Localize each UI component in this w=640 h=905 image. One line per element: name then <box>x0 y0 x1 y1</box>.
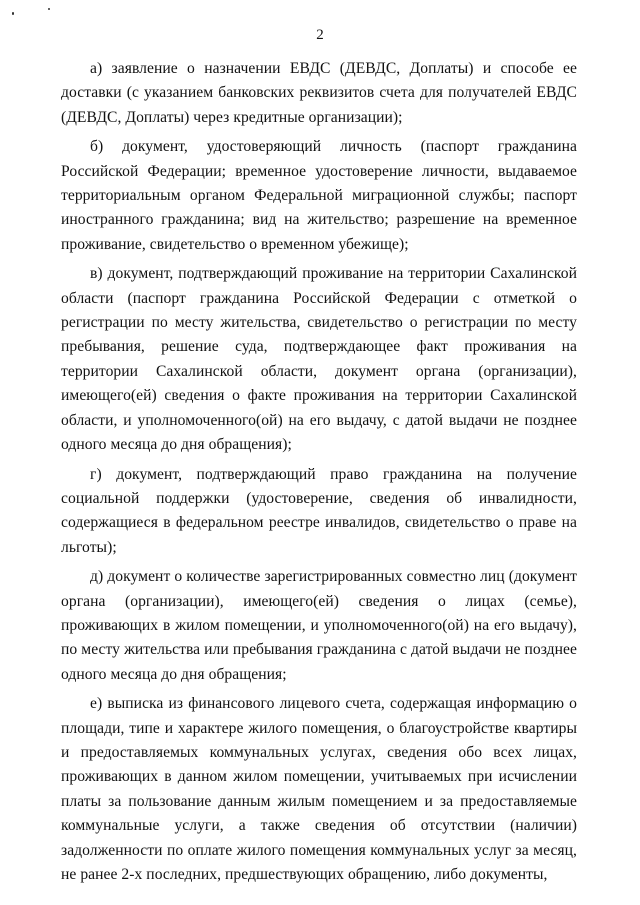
scan-speck <box>12 12 14 15</box>
paragraph-a: а) заявление о назначении ЕВДС (ДЕВДС, Доплаты) и способе ее доставки (с указанием банковских реквизитов счета для получателей ЕВДС (ДЕВДС, Доплаты) через кредитные организации); <box>61 60 577 126</box>
paragraph-e: е) выписка из финансового лицевого счета, содержащая информацию о площади, типе и характере жилого помещения, о благоустройстве квартиры и предоставляемых коммунальных услугах, сведения обо всех лицах, проживающих в данном жилом помещении, учитываемых при исчислении платы за пользование данным жилым помещением и за предоставляемые коммунальные услуги, а также сведения об отсутствии (наличии) задолженности по оплате жилого помещения коммунальных услуг за месяц, не ранее 2-х последних, предшествующих обращению, либо документы, <box>61 695 577 883</box>
paragraph-d: д) документ о количестве зарегистрированных совместно лиц (документ органа (организации), имеющего(ей) сведения о лицах (семье), проживающих в жилом помещении, и уполномоченного(ой) на его выдачу), по месту жительства или пребывания гражданина с датой выдачи не позднее одного месяца до дня обращения; <box>61 568 577 683</box>
paragraph-b: б) документ, удостоверяющий личность (паспорт гражданина Российской Федерации; временное удостоверение личности, выдаваемое территориальным органом Федеральной миграционной службы; паспорт иностранного гражданина; вид на жительство; разрешение на временное проживание, свидетельство о временном убежище); <box>61 138 577 253</box>
document-body <box>61 57 577 892</box>
paragraph-v: в) документ, подтверждающий проживание на территории Сахалинской области (паспорт гражданина Российской Федерации с отметкой о регистрации по месту жительства, свидетельство о регистрации по месту пребывания, решение суда, подтверждающее факт проживания на территории Сахалинской области, документ органа (организации), имеющего(ей) сведения о факте проживания на территории Сахалинской области, и уполномоченного(ой) на его выдачу, с датой выдачи не позднее одного месяца до дня обращения); <box>61 265 577 454</box>
scan-speck <box>48 8 50 10</box>
page-number: 2 <box>316 27 324 43</box>
paragraph-g: г) документ, подтверждающий право гражданина на получение социальной поддержки (удостоверение, сведения об инвалидности, содержащиеся в федеральном реестре инвалидов, свидетельство о праве на льготы); <box>61 465 577 556</box>
